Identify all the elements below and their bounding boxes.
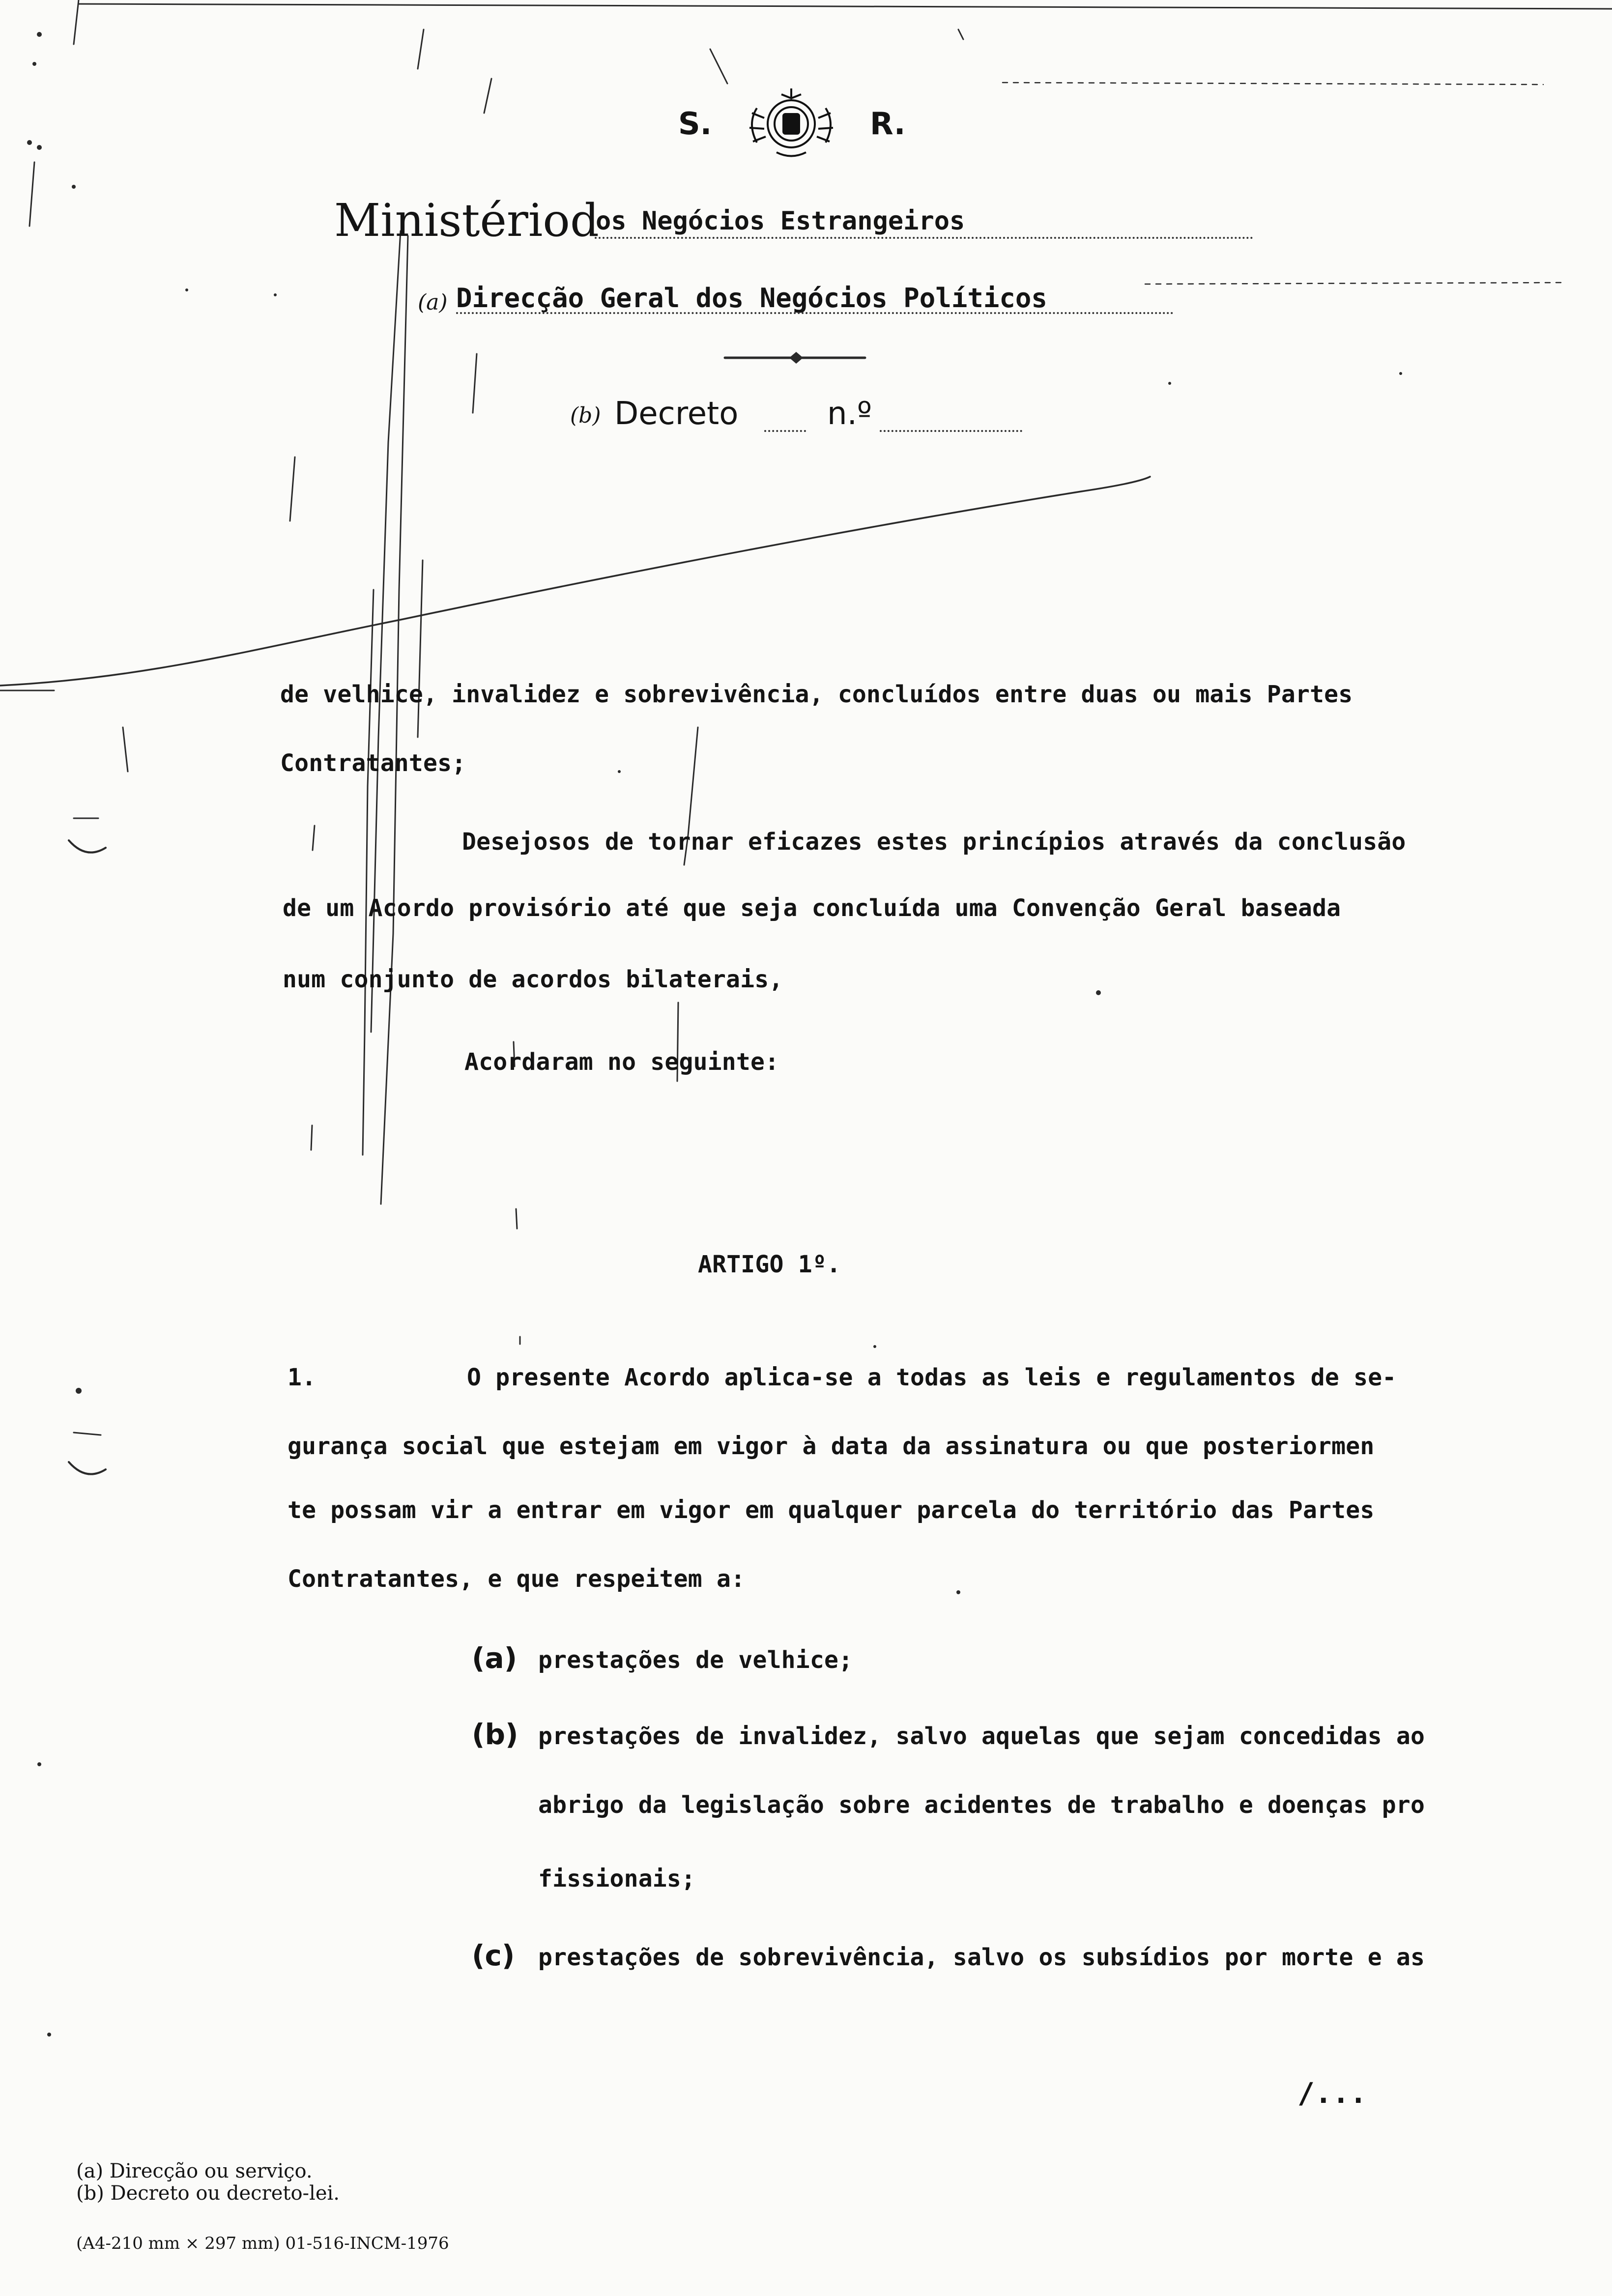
coat-of-arms-icon bbox=[742, 84, 840, 162]
form-reference: (A4-210 mm × 297 mm) 01-516-INCM-1976 bbox=[76, 2234, 449, 2253]
decree-marker: (b) bbox=[570, 403, 601, 428]
decree-number-label: n.º bbox=[827, 396, 872, 432]
ministry-title: Ministério bbox=[334, 194, 570, 247]
continuation-mark: /... bbox=[1297, 2076, 1367, 2110]
decree-number-dotted-line bbox=[880, 430, 1022, 432]
decree-label: Decreto bbox=[614, 396, 739, 432]
paragraph-2-line-1: Desejosos de tornar eficazes estes princípios através da conclusão bbox=[462, 828, 1406, 856]
paragraph-2-line-3: num conjunto de acordos bilaterais, bbox=[283, 966, 783, 993]
item-a-letter: (a) bbox=[472, 1641, 518, 1675]
item-c-line-1: prestações de sobrevivência, salvo os subsídios por morte e as bbox=[538, 1944, 1425, 1971]
letterhead-r: R. bbox=[870, 106, 906, 142]
footnote-b: (b) Decreto ou decreto-lei. bbox=[76, 2182, 340, 2205]
letterhead-s: S. bbox=[678, 106, 712, 142]
body-line-1: de velhice, invalidez e sobrevivência, concluídos entre duas ou mais Partes bbox=[280, 681, 1353, 708]
article-line-2: gurança social que estejam em vigor à data da assinatura ou que posteriormen bbox=[288, 1433, 1375, 1460]
ministry-prefix: d bbox=[570, 194, 599, 247]
direction-marker: (a) bbox=[418, 290, 448, 315]
decree-dotted-line bbox=[764, 430, 806, 432]
paragraph-3: Acordaram no seguinte: bbox=[464, 1048, 779, 1076]
direction-title: Direcção Geral dos Negócios Políticos bbox=[456, 283, 1047, 314]
body-line-2: Contratantes; bbox=[280, 749, 466, 777]
direction-dotted-line bbox=[456, 312, 1174, 314]
article-line-4: Contratantes, e que respeitem a: bbox=[288, 1565, 746, 1593]
article-line-1: O presente Acordo aplica-se a todas as leis e regulamentos de se- bbox=[467, 1364, 1397, 1391]
item-c-letter: (c) bbox=[472, 1939, 515, 1972]
article-line-3: te possam vir a entrar em vigor em qualquer parcela do território das Partes bbox=[288, 1496, 1375, 1524]
item-b-line-2: abrigo da legislação sobre acidentes de trabalho e doenças pro bbox=[538, 1791, 1425, 1819]
item-a-line-1: prestações de velhice; bbox=[538, 1646, 853, 1674]
item-b-letter: (b) bbox=[472, 1718, 518, 1751]
ministry-department: os Negócios Estrangeiros bbox=[596, 206, 965, 236]
item-b-line-3: fissionais; bbox=[538, 1865, 696, 1893]
ministry-dotted-line bbox=[595, 237, 1253, 239]
article-title: ARTIGO 1º. bbox=[698, 1251, 841, 1278]
paragraph-2-line-2: de um Acordo provisório até que seja concluída uma Convenção Geral baseada bbox=[283, 894, 1341, 922]
article-number: 1. bbox=[288, 1364, 317, 1391]
item-b-line-1: prestações de invalidez, salvo aquelas que sejam concedidas ao bbox=[538, 1722, 1425, 1750]
footnote-a: (a) Direcção ou serviço. bbox=[76, 2160, 313, 2182]
